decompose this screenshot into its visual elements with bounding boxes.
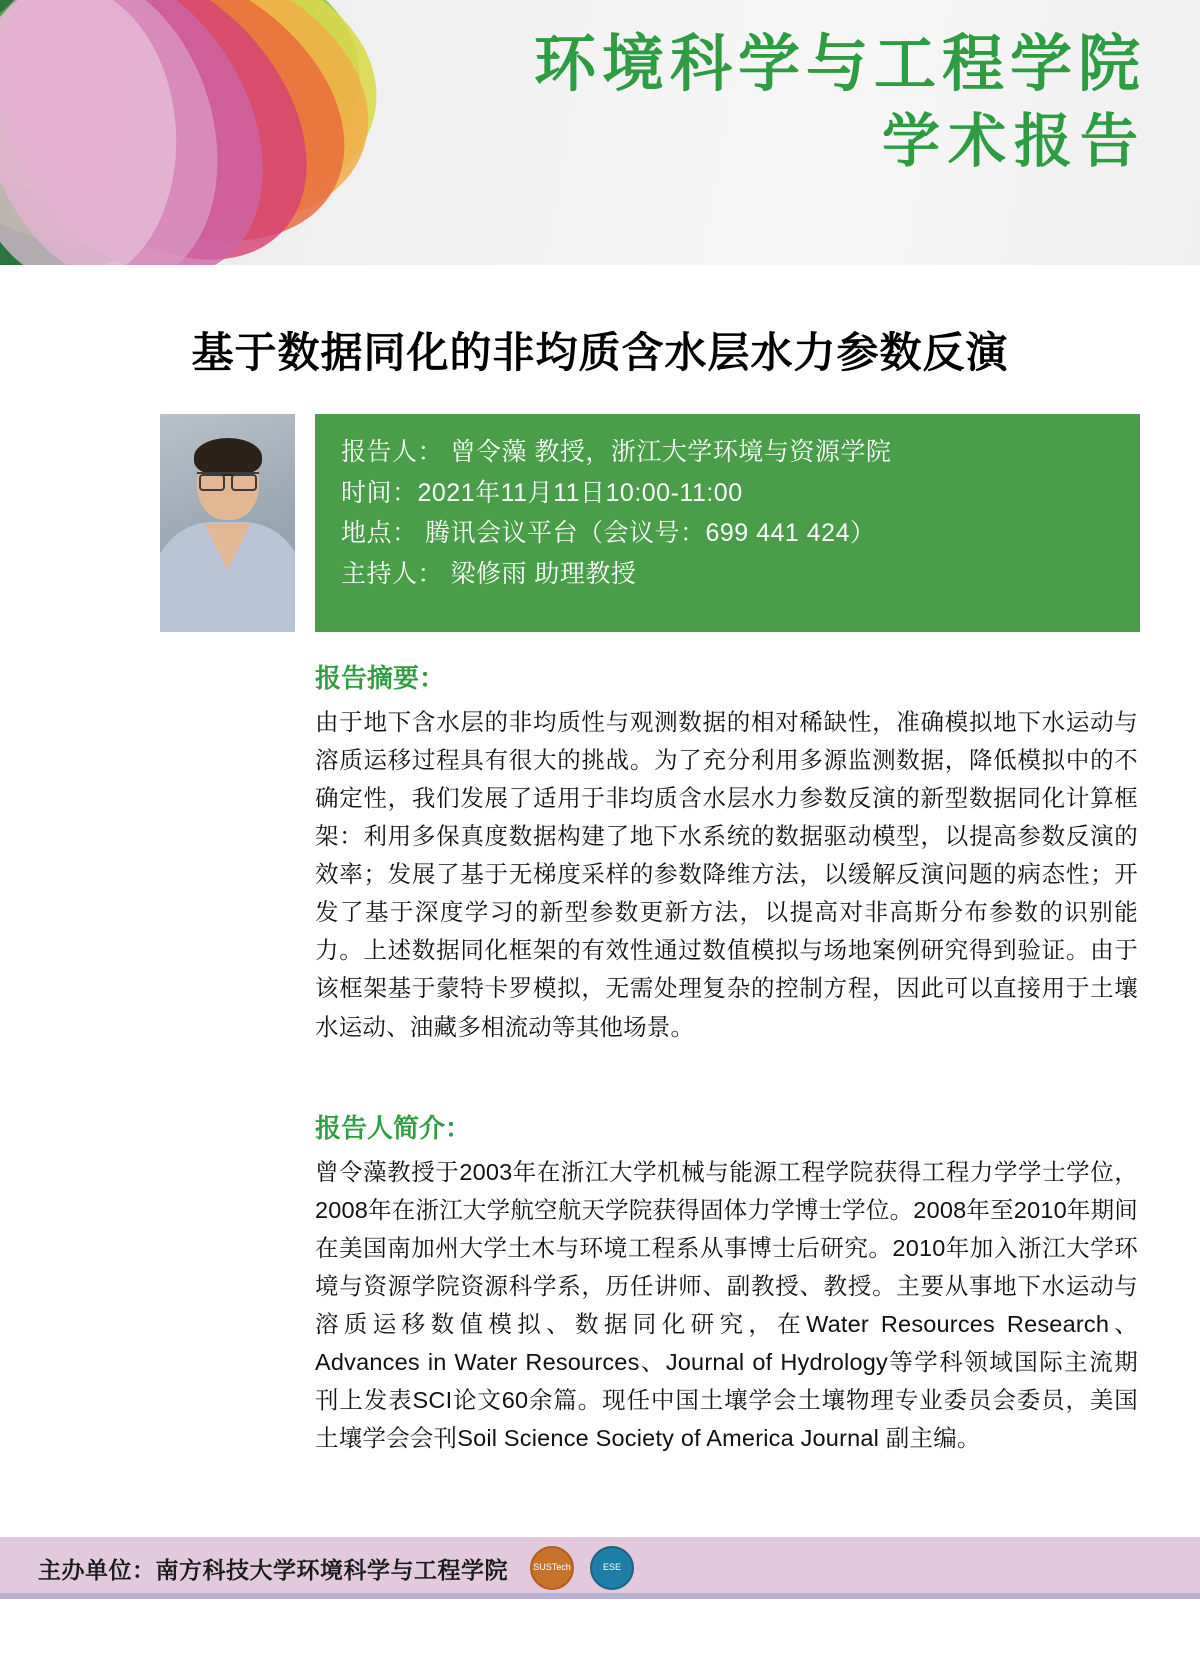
section-spacer: [40, 1046, 1160, 1082]
host-line: 主持人： 梁修雨 助理教授: [341, 559, 637, 588]
event-details-box: [315, 414, 1140, 632]
portrait-hair: [194, 438, 262, 476]
abstract-heading: 报告摘要：: [315, 663, 446, 693]
bio-body: 曾令藻教授于2003年在浙江大学机械与能源工程学院获得工程力学学士学位，2008年在浙江大学航空航天学院获得固体力学博士学位。2008年至2010年期间在美国南加州大学土木与环境工程系从事博士后研究。2010年加入浙江大学环境与资源学院资源科学系，历任讲师、副教授、教授。主要从事地下水运动与溶质运移数值模拟、数据同化研究，在Water Resources Research、Advances in Water Resources、Journal of Hydrology等学科领域国际主流期刊上发表SCI论文60余篇。现任中国土壤学会土壤物理专业委员会委员，美国土壤学会会刊Soil Science Society of America Journal 副主编。: [315, 1158, 1138, 1451]
header-title-group: [534, 28, 1146, 178]
decorative-petals-graphic: [0, 0, 510, 265]
ese-logo-icon: ESE: [590, 1546, 634, 1590]
poster-content: [0, 320, 1200, 1654]
bio-section: [40, 1108, 1160, 1458]
organizer-label: 主办单位：南方科技大学环境科学与工程学院: [38, 1556, 508, 1583]
page-title: 基于数据同化的非均质含水层水力参数反演: [191, 328, 1009, 377]
speaker-line: 报告人： 曾令藻 教授，浙江大学环境与资源学院: [341, 438, 892, 466]
time-line: 时间：2021年11月11日10:00-11:00: [341, 478, 743, 507]
header-line-2: 学术报告: [881, 107, 1146, 176]
bio-heading: 报告人简介：: [315, 1112, 472, 1143]
footer-bar: [0, 1537, 1200, 1599]
abstract-section: [40, 658, 1160, 1046]
portrait-glasses: [197, 472, 259, 488]
footer-bottom-strip: [0, 1593, 1200, 1599]
header-line-1: 环境科学与工程学院: [533, 27, 1146, 100]
footer-logo-group: [530, 1546, 634, 1590]
header-banner: [0, 0, 1200, 265]
location-line: 地点： 腾讯会议平台（会议号：699 441 424）: [341, 519, 876, 547]
abstract-body: 由于地下含水层的非均质性与观测数据的相对稀缺性，准确模拟地下水运动与溶质运移过程具有很大的挑战。为了充分利用多源监测数据，降低模拟中的不确定性，我们发展了适用于非均质含水层水力参数反演的新型数据同化计算框架：利用多保真度数据构建了地下水系统的数据驱动模型，以提高参数反演的效率；发展了基于无梯度采样的参数降维方法，以缓解反演问题的病态性；开发了基于深度学习的新型参数更新方法，以提高对非高斯分布参数的识别能力。上述数据同化框架的有效性通过数值模拟与场地案例研究得到验证。由于该框架基于蒙特卡罗模拟，无需处理复杂的控制方程，因此可以直接用于土壤水运动、油藏多相流动等其他场景。: [315, 709, 1138, 1040]
speaker-portrait: [160, 414, 295, 632]
sustech-logo-icon: SUSTech: [530, 1546, 574, 1590]
speaker-info-row: [40, 414, 1160, 632]
